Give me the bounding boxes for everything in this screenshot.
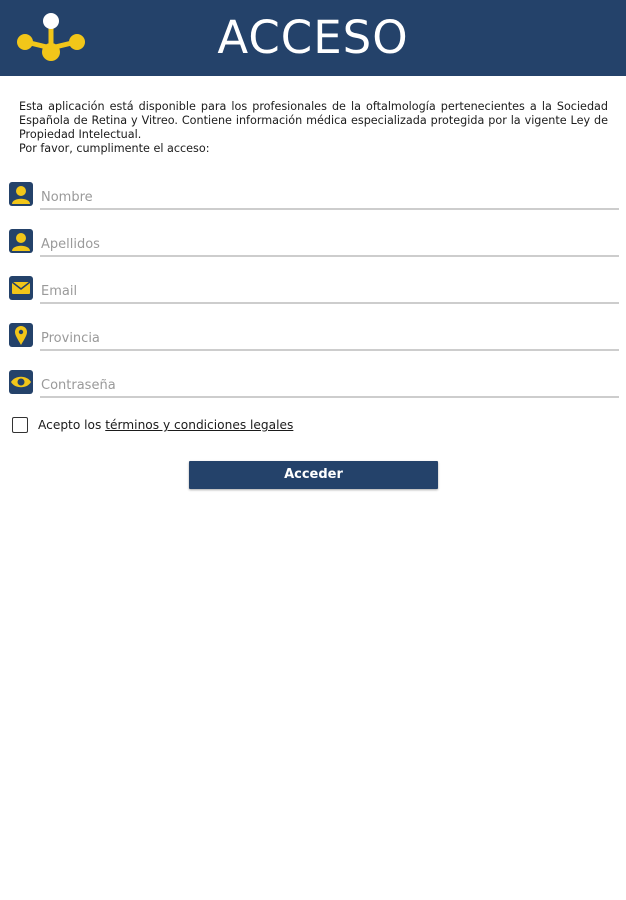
intro-paragraph: Esta aplicación está disponible para los profesionales de la oftalmología pertenecientes a la Sociedad Española de Retina y Vitreo. Contiene información médica especializada protegida por la vigente Ley de Propiedad Intelectual. [19, 100, 608, 141]
terms-link[interactable]: términos y condiciones legales [105, 418, 294, 432]
page-title: ACCESO [217, 11, 409, 64]
intro-prompt: Por favor, cumplimente el acceso: [19, 142, 210, 155]
nombre-input[interactable] [40, 186, 619, 210]
app-header [0, 0, 626, 76]
intro-text [19, 100, 608, 156]
password-field-row [9, 370, 618, 398]
location-pin-icon [9, 323, 33, 347]
user-icon [9, 182, 33, 206]
terms-row [12, 417, 412, 437]
terms-label [38, 418, 293, 432]
envelope-icon [9, 276, 33, 300]
acceder-button[interactable]: Acceder [189, 461, 438, 489]
terms-checkbox[interactable] [12, 417, 28, 433]
email-field-row [9, 276, 618, 304]
password-input[interactable] [40, 374, 619, 398]
eye-icon [9, 370, 33, 394]
apellidos-field-row [9, 229, 618, 257]
user-icon [9, 229, 33, 253]
terms-prefix: Acepto los [38, 418, 106, 432]
provincia-field-row [9, 323, 618, 351]
nombre-field-row [9, 182, 618, 210]
email-input[interactable] [40, 280, 619, 304]
apellidos-input[interactable] [40, 233, 619, 257]
provincia-input[interactable] [40, 327, 619, 351]
